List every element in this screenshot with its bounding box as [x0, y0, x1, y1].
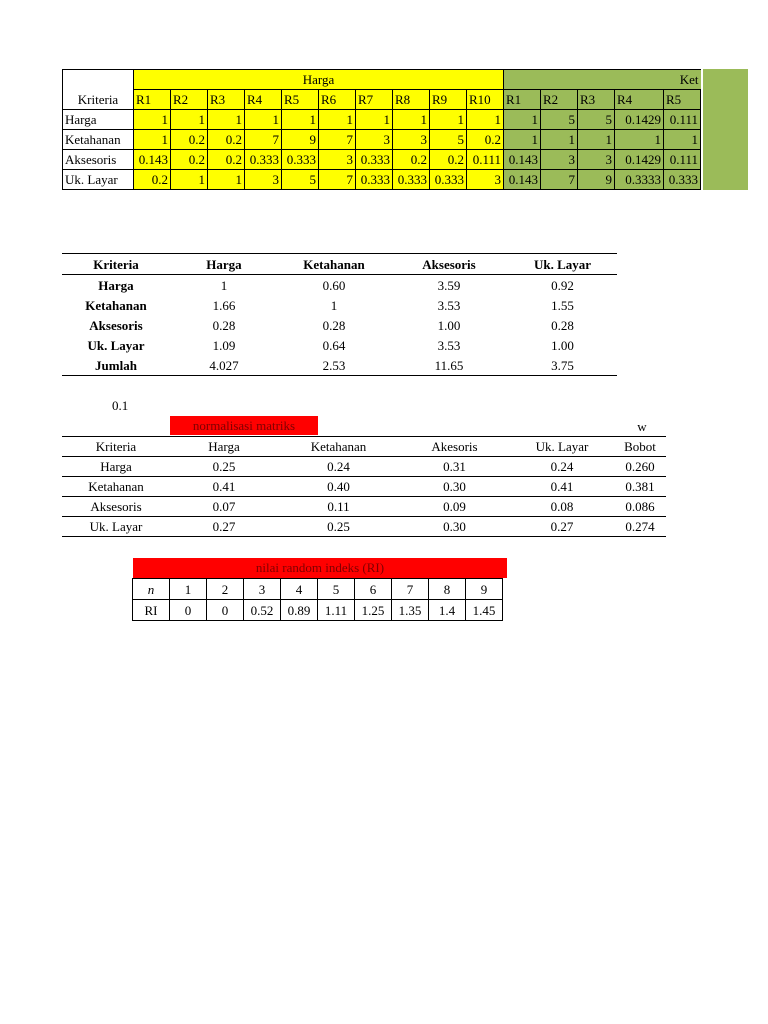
cell-value: 5: [578, 110, 615, 130]
cell-value: 1.09: [212, 337, 236, 353]
comparison-header: Aksesoris: [390, 254, 508, 275]
cell-value: 0.2: [208, 150, 245, 170]
cell-value: 1.00: [437, 317, 461, 333]
weight-label: w: [637, 419, 647, 434]
cell-value: 0.64: [322, 337, 346, 353]
group-ket-title: Ket: [504, 70, 701, 90]
cell-value: 0.143: [504, 170, 541, 190]
row-label: Ketahanan: [85, 297, 147, 313]
row-label: Ketahanan: [62, 477, 170, 497]
normalization-row: [62, 457, 666, 477]
col-header: R5: [282, 90, 319, 110]
cell-value: 0.086: [614, 497, 666, 517]
col-header: R9: [430, 90, 467, 110]
cell-value: 1.55: [551, 297, 574, 313]
criteria-header: Kriteria: [63, 70, 134, 110]
cell-value: 1: [171, 110, 208, 130]
cell-value: 0.41: [170, 477, 278, 497]
normalization-header: Akesoris: [399, 437, 510, 457]
cell-value: 1: [330, 297, 338, 313]
cell-value: 9: [282, 130, 319, 150]
row-label: Harga: [98, 277, 134, 293]
normalization-row: [62, 477, 666, 497]
n-value: 2: [207, 579, 244, 600]
comparison-table: [62, 253, 617, 376]
note-value: 0.1: [112, 398, 129, 413]
cell-value: 0.333: [356, 150, 393, 170]
cell-value: 0.2: [208, 130, 245, 150]
cell-value: 7: [319, 130, 356, 150]
cell-value: 0.28: [322, 317, 346, 333]
cell-value: 0.92: [551, 277, 574, 293]
cell-value: 9: [578, 170, 615, 190]
cell-value: 1: [134, 110, 171, 130]
ri-value: 0.52: [244, 600, 281, 621]
cell-value: 0.333: [430, 170, 467, 190]
cell-value: 0.25: [278, 517, 399, 537]
row-label: Aksesoris: [89, 317, 143, 333]
cell-value: 3: [319, 150, 356, 170]
cell-value: 3.53: [437, 297, 461, 313]
pairwise-row: [63, 150, 701, 170]
cell-value: 0.24: [278, 457, 399, 477]
col-header: R6: [319, 90, 356, 110]
cell-value: 1: [578, 130, 615, 150]
comparison-row: [62, 295, 617, 315]
n-value: 3: [244, 579, 281, 600]
cell-value: 5: [541, 110, 578, 130]
cell-value: 1: [319, 110, 356, 130]
cell-value: 3: [356, 130, 393, 150]
normalization-row: [62, 517, 666, 537]
cell-value: 4.027: [170, 355, 278, 376]
cell-value: 0.41: [510, 477, 614, 497]
cell-value: 1: [245, 110, 282, 130]
cell-value: 0.333: [245, 150, 282, 170]
ri-value: 1.4: [429, 600, 466, 621]
normalization-header: Ketahanan: [278, 437, 399, 457]
cell-value: 0.40: [278, 477, 399, 497]
normalization-label: normalisasi matriks: [170, 416, 318, 435]
row-label: Harga: [62, 457, 170, 477]
n-value: 1: [170, 579, 207, 600]
cell-value: 2.53: [278, 355, 390, 376]
random-index-table: [132, 578, 503, 621]
cell-value: 0.08: [510, 497, 614, 517]
cell-value: 0.11: [278, 497, 399, 517]
col-header: R8: [393, 90, 430, 110]
cell-value: 1: [504, 130, 541, 150]
cell-value: 5: [282, 170, 319, 190]
cell-value: 1: [467, 110, 504, 130]
pairwise-row: [63, 130, 701, 150]
cell-value: 0.30: [399, 477, 510, 497]
pairwise-table: [62, 69, 701, 190]
cell-value: 1.00: [551, 337, 574, 353]
n-value: 6: [355, 579, 392, 600]
comparison-row: [62, 355, 617, 376]
cell-value: 0.24: [510, 457, 614, 477]
cell-value: 1: [171, 170, 208, 190]
cell-value: 0.31: [399, 457, 510, 477]
ri-value: 1.11: [318, 600, 355, 621]
cell-value: 3: [245, 170, 282, 190]
col-header: R4: [245, 90, 282, 110]
cell-value: 3.53: [437, 337, 461, 353]
cell-value: 0.333: [282, 150, 319, 170]
row-label: Uk. Layar: [87, 337, 145, 353]
cell-value: 1: [356, 110, 393, 130]
cell-value: 7: [245, 130, 282, 150]
row-label: Harga: [63, 110, 134, 130]
cell-value: 0.111: [467, 150, 504, 170]
ri-value: 1.35: [392, 600, 429, 621]
cell-value: 0.25: [170, 457, 278, 477]
cell-value: 0.260: [614, 457, 666, 477]
cell-value: 0.28: [551, 317, 574, 333]
cell-value: 0.07: [170, 497, 278, 517]
cell-value: 0.1429: [615, 110, 664, 130]
col-header: R10: [467, 90, 504, 110]
pairwise-row: [63, 170, 701, 190]
row-label: Uk. Layar: [63, 170, 134, 190]
ri-value: 0.89: [281, 600, 318, 621]
normalization-header: Bobot: [614, 437, 666, 457]
cell-value: 0.60: [322, 277, 346, 293]
cell-value: 0.2: [430, 150, 467, 170]
n-value: 5: [318, 579, 355, 600]
pairwise-row: [63, 110, 701, 130]
cell-value: 0.3333: [615, 170, 664, 190]
ri-value: 1.25: [355, 600, 392, 621]
normalization-table-body: [62, 457, 666, 537]
cell-value: 1: [393, 110, 430, 130]
cell-value: 0.2: [134, 170, 171, 190]
cell-value: 0.2: [467, 130, 504, 150]
n-value: 4: [281, 579, 318, 600]
row-label: Jumlah: [62, 355, 170, 376]
row-label: Aksesoris: [63, 150, 134, 170]
cell-value: 1: [282, 110, 319, 130]
cell-value: 1: [208, 110, 245, 130]
col-header: R2: [171, 90, 208, 110]
cell-value: 1: [430, 110, 467, 130]
n-value: 9: [466, 579, 503, 600]
row-label: Aksesoris: [62, 497, 170, 517]
n-value: 7: [392, 579, 429, 600]
cell-value: 11.65: [390, 355, 508, 376]
ri-value: 0: [207, 600, 244, 621]
comparison-header: Kriteria: [62, 254, 170, 275]
n-label: n: [133, 579, 170, 600]
cell-value: 0.27: [510, 517, 614, 537]
comparison-row: [62, 315, 617, 335]
col-header: R5: [664, 90, 701, 110]
col-header: R3: [578, 90, 615, 110]
cell-value: 1: [541, 130, 578, 150]
normalization-header: Harga: [170, 437, 278, 457]
cell-value: 0.30: [399, 517, 510, 537]
cell-value: 0.274: [614, 517, 666, 537]
ri-label: RI: [133, 600, 170, 621]
ri-value: 1.45: [466, 600, 503, 621]
cell-value: 1: [615, 130, 664, 150]
random-index-label: nilai random indeks (RI): [133, 558, 507, 578]
cell-value: 0.2: [171, 130, 208, 150]
cell-value: 1: [208, 170, 245, 190]
cell-value: 0.333: [664, 170, 701, 190]
col-header: R7: [356, 90, 393, 110]
cell-value: 0.333: [393, 170, 430, 190]
cell-value: 0.1429: [615, 150, 664, 170]
cell-value: 0.2: [393, 150, 430, 170]
cell-value: 1: [220, 277, 228, 293]
cell-value: 3: [541, 150, 578, 170]
cell-value: 0.2: [171, 150, 208, 170]
group-harga-title: Harga: [134, 70, 504, 90]
pairwise-table-body: [63, 110, 701, 190]
comparison-row: [62, 335, 617, 355]
normalization-header: Uk. Layar: [510, 437, 614, 457]
cell-value: 1: [134, 130, 171, 150]
cell-value: 5: [430, 130, 467, 150]
cell-value: 0.28: [212, 317, 236, 333]
green-header-fill: [703, 69, 748, 190]
cell-value: 1: [504, 110, 541, 130]
col-header: R1: [134, 90, 171, 110]
cell-value: 3.59: [437, 277, 461, 293]
normalization-table: [62, 436, 666, 537]
cell-value: 0.111: [664, 150, 701, 170]
cell-value: 3.75: [508, 355, 617, 376]
cell-value: 7: [319, 170, 356, 190]
col-header: R3: [208, 90, 245, 110]
cell-value: 3: [467, 170, 504, 190]
n-value: 8: [429, 579, 466, 600]
cell-value: 0.333: [356, 170, 393, 190]
cell-value: 1: [664, 130, 701, 150]
col-header: R1: [504, 90, 541, 110]
cell-value: 7: [541, 170, 578, 190]
comparison-header: Ketahanan: [278, 254, 390, 275]
comparison-table-body: [62, 275, 617, 376]
comparison-header: Harga: [170, 254, 278, 275]
cell-value: 0.143: [134, 150, 171, 170]
normalization-row: [62, 497, 666, 517]
cell-value: 3: [578, 150, 615, 170]
col-header: R2: [541, 90, 578, 110]
row-label: Uk. Layar: [62, 517, 170, 537]
cell-value: 0.27: [170, 517, 278, 537]
cell-value: 0.143: [504, 150, 541, 170]
cell-value: 0.111: [664, 110, 701, 130]
cell-value: 0.09: [399, 497, 510, 517]
row-label: Ketahanan: [63, 130, 134, 150]
col-header: R4: [615, 90, 664, 110]
cell-value: 3: [393, 130, 430, 150]
comparison-header: Uk. Layar: [508, 254, 617, 275]
normalization-header: Kriteria: [62, 437, 170, 457]
ri-value: 0: [170, 600, 207, 621]
comparison-row: [62, 275, 617, 296]
cell-value: 1.66: [212, 297, 236, 313]
cell-value: 0.381: [614, 477, 666, 497]
